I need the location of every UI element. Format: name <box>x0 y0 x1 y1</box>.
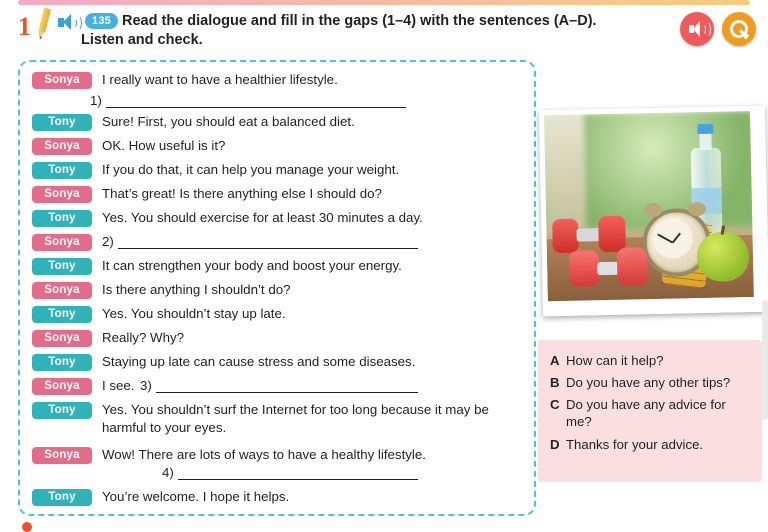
speaker-tag-tony: Tony <box>32 162 92 179</box>
gap-row-3[interactable] <box>140 378 418 393</box>
gap-row-1[interactable] <box>90 93 406 108</box>
speaker-tag-tony: Tony <box>32 402 92 419</box>
option-letter: B <box>550 375 560 390</box>
speaker-tag-tony: Tony <box>32 489 92 506</box>
answer-key-button[interactable] <box>722 12 756 46</box>
lifestyle-photo <box>539 106 768 317</box>
option-text: Thanks for your advice. <box>566 437 704 452</box>
pencil-icon <box>33 7 54 43</box>
gap-label-2: 2) <box>102 234 114 249</box>
speaker-tag-tony: Tony <box>32 210 92 227</box>
dialogue-text: OK. How useful is it? <box>102 138 226 153</box>
gap-row-2[interactable] <box>102 234 418 249</box>
speaker-tag-tony: Tony <box>32 354 92 371</box>
gap-blank-4[interactable] <box>178 466 418 480</box>
gap-blank-2[interactable] <box>118 235 418 249</box>
dialogue-text: Really? Why? <box>102 330 185 345</box>
speaker-tag-sonya: Sonya <box>32 447 92 464</box>
gap-label-3: 3) <box>140 378 152 393</box>
dumbbell-icon <box>552 219 579 254</box>
dialogue-text: I see. <box>102 378 135 393</box>
speaker-icon-cone <box>693 21 700 37</box>
speaker-tag-sonya: Sonya <box>32 234 92 251</box>
exercise-number: 1 <box>18 12 31 41</box>
dialogue-text: Sure! First, you should eat a balanced diet. <box>102 114 355 129</box>
option-letter: C <box>550 397 560 412</box>
dialogue-text: Yes. You shouldn’t stay up late. <box>102 306 286 321</box>
dialogue-box <box>18 60 536 516</box>
speaker-tag-sonya: Sonya <box>32 378 92 395</box>
dialogue-text: You’re welcome. I hope it helps. <box>102 489 290 504</box>
audio-track-badge: 135 <box>85 13 118 29</box>
option-a[interactable] <box>550 352 755 369</box>
dialogue-text: Yes. You shouldn’t surf the Internet for too long because it may be harmful to your eyes. <box>102 402 489 435</box>
instruction-line-2: Listen and check. <box>81 32 203 48</box>
speaker-tag-sonya: Sonya <box>32 186 92 203</box>
gap-row-4[interactable] <box>162 465 418 480</box>
speaker-tag-sonya: Sonya <box>32 72 92 89</box>
option-c[interactable] <box>550 396 755 430</box>
dialogue-text: I really want to have a healthier lifestyle. <box>102 72 338 87</box>
gap-label-4: 4) <box>162 465 174 480</box>
exercise-header <box>18 10 658 66</box>
speaker-tag-sonya: Sonya <box>32 330 92 347</box>
speaker-tag-sonya: Sonya <box>32 282 92 299</box>
speaker-icon-wave-2 <box>702 21 711 38</box>
dialogue-text: Staying up late can cause stress and some diseases. <box>102 354 416 369</box>
option-text: Do you have any other tips? <box>566 375 731 390</box>
audio-play-button[interactable] <box>680 12 714 46</box>
speaker-tag-tony: Tony <box>32 306 92 323</box>
page-top-rule <box>18 0 750 5</box>
key-icon-tooth <box>744 34 750 40</box>
dialogue-text: If you do that, it can help you manage your weight. <box>102 162 400 177</box>
dialogue-text: Wow! There are lots of ways to have a healthy lifestyle. <box>102 447 426 462</box>
option-text: How can it help? <box>566 353 664 368</box>
dialogue-text: Is there anything I shouldn’t do? <box>102 282 291 297</box>
gap-label-1: 1) <box>90 93 102 108</box>
instruction-line-1: Read the dialogue and fill in the gaps (1–4) with the sentences (A–D). <box>122 13 597 29</box>
speaker-tag-sonya: Sonya <box>32 138 92 155</box>
speaker-tag-tony: Tony <box>32 258 92 275</box>
gap-blank-3[interactable] <box>156 379 418 393</box>
apple-icon <box>696 231 749 282</box>
dialogue-text: It can strengthen your body and boost your energy. <box>102 258 402 273</box>
speaker-tag-tony: Tony <box>32 114 92 131</box>
dumbbell-head <box>598 216 626 253</box>
option-letter: A <box>550 353 560 368</box>
option-letter: D <box>550 437 560 452</box>
option-d[interactable] <box>550 436 755 453</box>
option-b[interactable] <box>550 374 755 391</box>
photo-image <box>544 111 754 301</box>
dumbbell-icon <box>569 250 600 287</box>
dialogue-text: That’s great! Is there anything else I should do? <box>102 186 382 201</box>
page-right-edge <box>762 300 768 420</box>
page-bottom-marker <box>22 522 32 532</box>
answer-options-box <box>538 340 762 482</box>
dumbbell-head <box>617 247 648 286</box>
dialogue-text: Yes. You should exercise for at least 30 minutes a day. <box>102 210 423 225</box>
gap-blank-1[interactable] <box>106 94 406 108</box>
speaker-icon <box>58 14 80 32</box>
option-text: Do you have any advice for me? <box>566 397 726 429</box>
